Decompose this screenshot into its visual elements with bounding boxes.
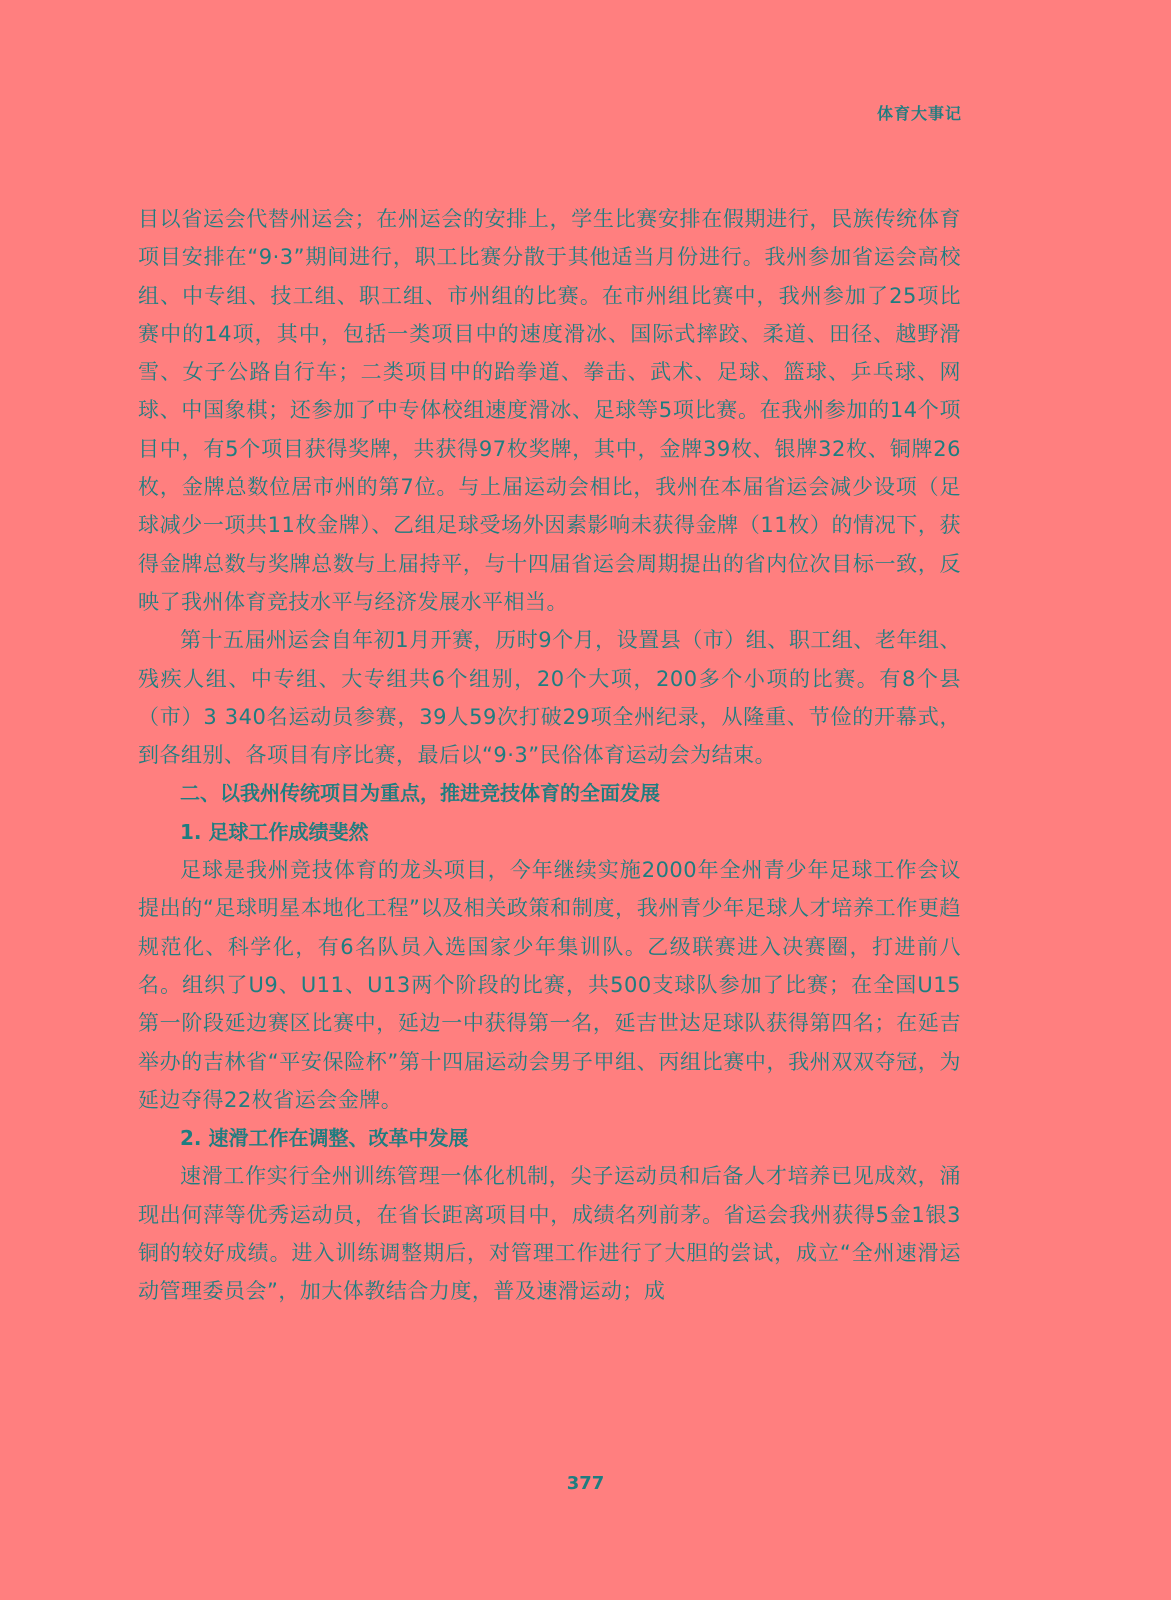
paragraph-speed-skating: 速滑工作实行全州训练管理一体化机制，尖子运动员和后备人才培养已见成效，涌现出何萍等优秀运动员，在省长距离项目中，成绩名列前茅。省运会我州获得5金1银3铜的较好成绩。进入训练调整期后，对管理工作进行了大胆的尝试，成立“全州速滑运动管理委员会”，加大体教结合力度，普及速滑运动；成 [138,1164,961,1304]
paragraph-state-games: 第十五届州运会自年初1月开赛，历时9个月，设置县（市）组、职工组、老年组、残疾人组、中专组、大专组共6个组别，20个大项，200多个小项的比赛。有8个县（市）3 340名运动员参赛，39人59次打破29项全州纪录，从隆重、节俭的开幕式，到各组别、各项目有序比赛，最后以“9·3”民俗体育运动会为结束。 [138,628,961,768]
body-text [138,200,961,1311]
section-heading: 二、以我州传统项目为重点，推进竞技体育的全面发展 [180,781,660,806]
paragraph-football: 足球是我州竞技体育的龙头项目，今年继续实施2000年全州青少年足球工作会议提出的“足球明星本地化工程”以及相关政策和制度，我州青少年足球人才培养工作更趋规范化、科学化，有6名队员入选国家少年集训队。乙级联赛进入决赛圈，打进前八名。组织了U9、U11、U13两个阶段的比赛，共500支球队参加了比赛；在全国U15第一阶段延边赛区比赛中，延边一中获得第一名，延吉世达足球队获得第四名；在延吉举办的吉林省“平安保险杯”第十四届运动会男子甲组、丙组比赛中，我州双双夺冠，为延边夺得22枚省运会金牌。 [138,858,961,1112]
running-header: 体育大事记 [876,104,962,123]
page-number: 377 [566,1473,605,1494]
subsection-heading-football: 1. 足球工作成绩斐然 [180,819,369,844]
subsection-heading-speed-skating: 2. 速滑工作在调整、改革中发展 [180,1126,469,1151]
paragraph-continued: 目以省运会代替州运会；在州运会的安排上，学生比赛安排在假期进行，民族传统体育项目安排在“9·3”期间进行，职工比赛分散于其他适当月份进行。我州参加省运会高校组、中专组、技工组、职工组、市州组的比赛。在市州组比赛中，我州参加了25项比赛中的14项，其中，包括一类项目中的速度滑冰、国际式摔跤、柔道、田径、越野滑雪、女子公路自行车；二类项目中的跆拳道、拳击、武术、足球、篮球、乒乓球、网球、中国象棋；还参加了中专体校组速度滑冰、足球等5项比赛。在我州参加的14个项目中，有5个项目获得奖牌，共获得97枚奖牌，其中，金牌39枚、银牌32枚、铜牌26枚，金牌总数位居市州的第7位。与上届运动会相比，我州在本届省运会减少设项（足球减少一项共11枚金牌）、乙组足球受场外因素影响未获得金牌（11枚）的情况下，获得金牌总数与奖牌总数与上届持平，与十四届省运会周期提出的省内位次目标一致，反映了我州体育竞技水平与经济发展水平相当。 [138,207,961,614]
